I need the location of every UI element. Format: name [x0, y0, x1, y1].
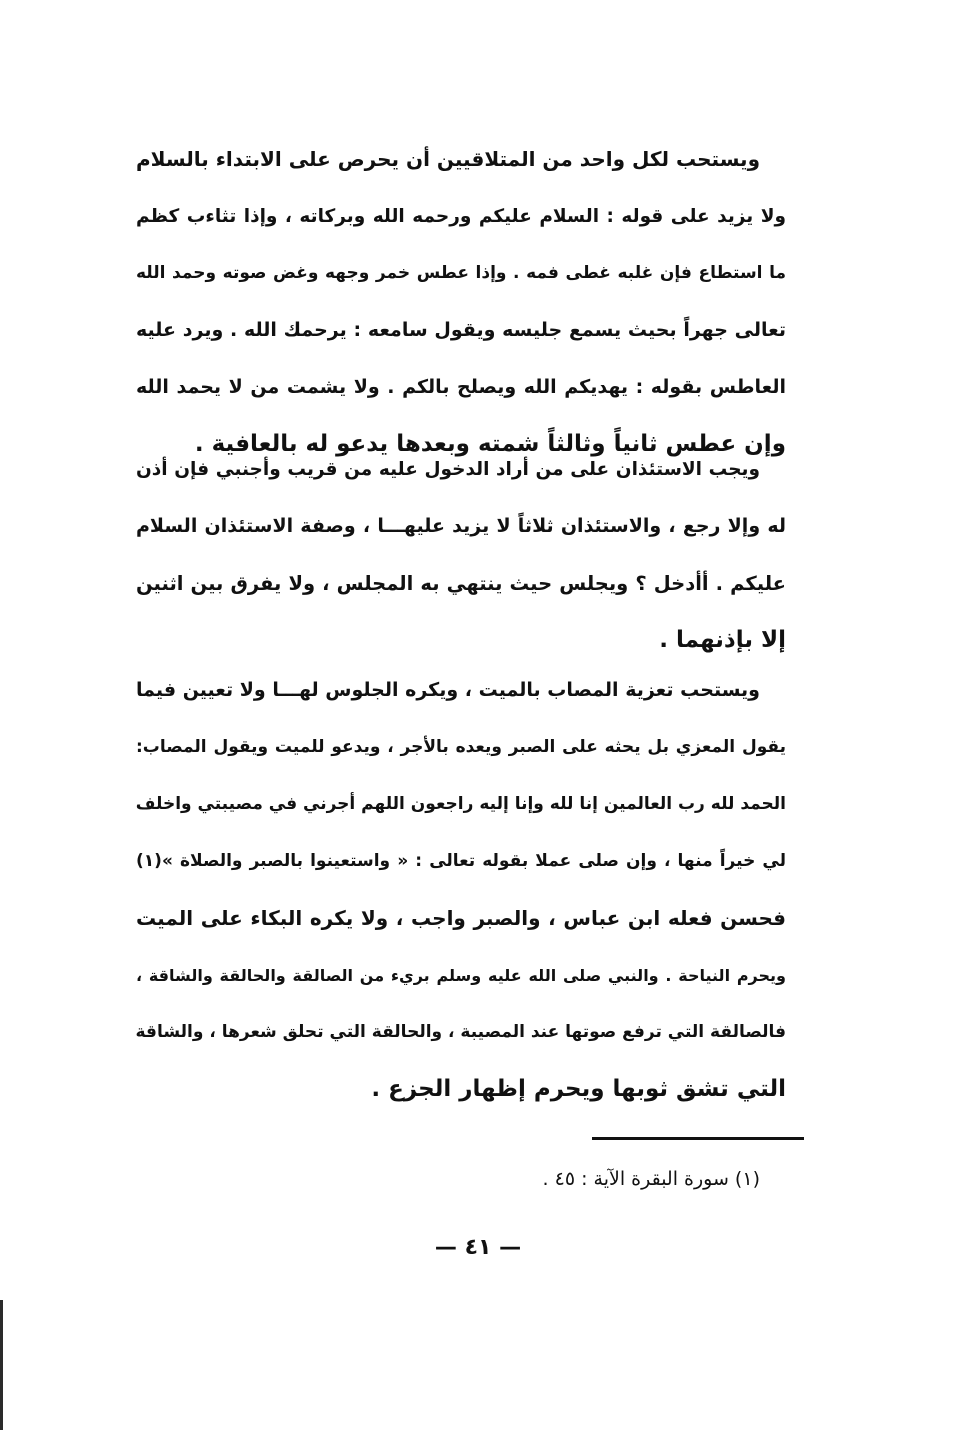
- text-line: فحسن فعله ابن عباس ، والصبر واجب ، ولا يكره البكاء على الميت: [136, 906, 786, 930]
- text-line: تعالى جهراً بحيث يسمع جليسه ويقول سامعه : يرحمك الله . ويرد عليه: [136, 319, 786, 341]
- text-line: ويحرم النياحة . والنبي صلى الله عليه وسلم بريء من الصالقة والحالقة والشاقة ،: [136, 966, 786, 985]
- page-number: — ٤١ —: [434, 1235, 522, 1260]
- text-line: له وإلا رجع ، والاستئذان ثلاثاً لا يزيد عليهـــا ، وصفة الاستئذان السلام: [136, 515, 786, 537]
- text-line: ما استطاع فإن غلبه غطى فمه . وإذا عطس خمر وجهه وغض صوته وحمد الله: [136, 263, 786, 283]
- paragraph-greeting-and-sneezing: [136, 131, 786, 473]
- text-line: الحمد لله رب العالمين إنا لله وإنا إليه راجعون اللهم أجرني في مصيبتي واخلف: [135, 794, 786, 814]
- text-line: التي تشق ثوبها ويحرم إظهار الجزع .: [371, 1076, 786, 1102]
- text-line: وإن عطس ثانياً وثالثاً شمته وبعدها يدعو له بالعافية .: [194, 431, 786, 457]
- text-line: يقول المعزي بل يحثه على الصبر ويعده بالأجر ، ويدعو للميت ويقول المصاب:: [136, 737, 786, 757]
- text-line: فالصالقة التي ترفع صوتها عند المصيبة ، والحالقة التي تحلق شعرها ، والشاقة: [135, 1022, 786, 1042]
- scan-edge-mark: [0, 1300, 3, 1430]
- text-line: ويستحب تعزية المصاب بالميت ، ويكره الجلوس لهـــا ولا تعيين فيما: [136, 679, 760, 701]
- text-line: ويستحب لكل واحد من المتلاقيين أن يحرص على الابتداء بالسلام: [136, 147, 760, 171]
- footnote-divider: [592, 1137, 804, 1140]
- text-line: ولا يزيد على قوله : السلام عليكم ورحمه الله وبركاته ، وإذا تثاءب كظم: [136, 206, 786, 227]
- paragraph-seeking-permission: [136, 441, 786, 669]
- footnote: (١) سورة البقرة الآية : ٤٥ .: [542, 1168, 760, 1190]
- text-line: إلا بإذنهما .: [659, 627, 786, 653]
- text-line: العاطس بقوله : يهديكم الله ويصلح بالكم . ولا يشمت من لا يحمد الله: [136, 376, 786, 398]
- text-line: لي خيراً منها ، وإن صلى عملا بقوله تعالى : « واستعينوا بالصبر والصلاة »(١): [136, 851, 786, 871]
- text-line: ويجب الاستئذان على من أراد الدخول عليه من قريب وأجنبي فإن أذن: [136, 459, 760, 480]
- text-line: عليكم . أأدخل ؟ ويجلس حيث ينتهي به المجلس ، ولا يفرق بين اثنين: [136, 572, 786, 595]
- paragraph-condolences: [136, 662, 786, 1118]
